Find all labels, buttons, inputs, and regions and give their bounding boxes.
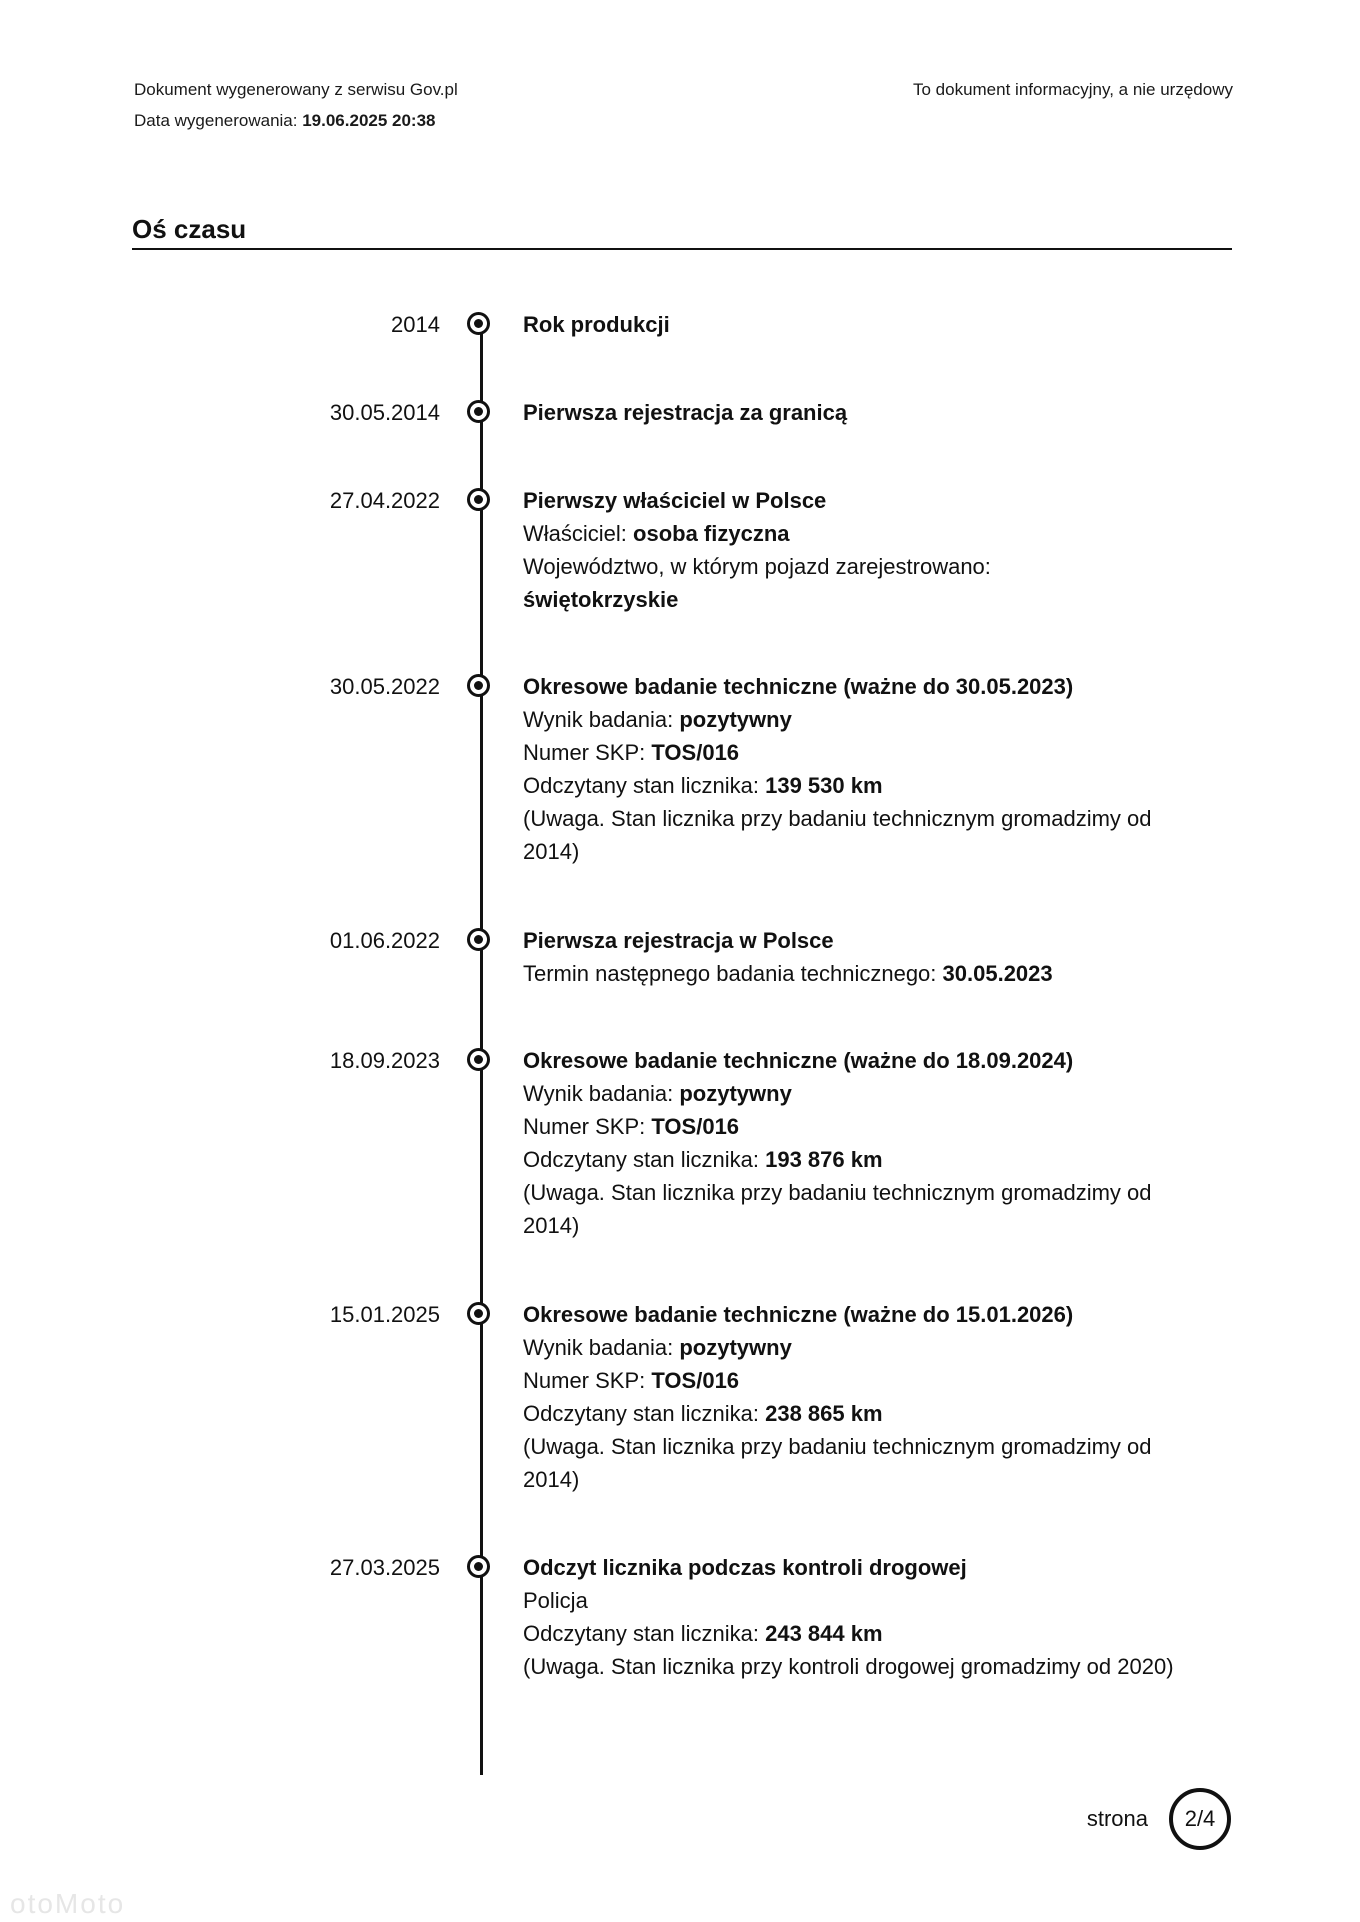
event-date: 30.05.2022 [329,674,440,699]
event-title: Rok produkcji [523,312,670,337]
timeline-dot-icon [467,928,490,951]
event-date: 18.09.2023 [329,1048,440,1073]
timeline-dot-icon [467,1302,490,1325]
timeline-dot-icon [467,400,490,423]
event-title: Okresowe badanie techniczne (ważne do 18.09.2024) [523,1048,1074,1073]
result-line: Wynik badania: pozytywny [523,1335,792,1360]
event-date: 27.04.2022 [329,488,440,513]
page-label: strona [1086,1806,1148,1831]
odometer-line: Odczytany stan licznika: 238 865 km [523,1401,883,1426]
event-title: Pierwszy właściciel w Polsce [523,488,827,513]
timeline-dot-icon [467,1555,490,1578]
owner-line: Właściciel: osoba fizyczna [523,521,790,546]
event-date: 01.06.2022 [329,928,440,953]
skp-line: Numer SKP: TOS/016 [523,1368,740,1393]
skp-line: Numer SKP: TOS/016 [523,740,740,765]
generated-value: 19.06.2025 20:38 [302,111,436,130]
watermark-logo: otoMoto [10,1888,126,1919]
odometer-line: Odczytany stan licznika: 193 876 km [523,1147,883,1172]
region-label: Województwo, w którym pojazd zarejestrowano: [523,554,991,579]
page-number: 2/4 [1169,1788,1231,1850]
event-title: Odczyt licznika podczas kontroli drogowej [523,1555,967,1580]
timeline-dot-icon [467,674,490,697]
timeline-dot-icon [467,1048,490,1071]
event-note: (Uwaga. Stan licznika przy kontroli drogowej gromadzimy od 2020) [523,1654,1174,1679]
region-value: świętokrzyskie [523,587,679,612]
timeline-dot-icon [467,488,490,511]
timeline-dot-icon [467,312,490,335]
event-date: 30.05.2014 [329,400,440,425]
event-title: Pierwsza rejestracja w Polsce [523,928,834,953]
event-title: Pierwsza rejestracja za granicą [523,400,848,425]
event-title: Okresowe badanie techniczne (ważne do 30.05.2023) [523,674,1074,699]
next-inspection-line: Termin następnego badania technicznego: 30.05.2023 [523,961,1053,986]
event-note: (Uwaga. Stan licznika przy badaniu technicznym gromadzimy od 2014) [523,806,1152,864]
event-date: 27.03.2025 [329,1555,440,1580]
result-line: Wynik badania: pozytywny [523,707,792,732]
event-note: (Uwaga. Stan licznika przy badaniu technicznym gromadzimy od 2014) [523,1434,1152,1492]
result-line: Wynik badania: pozytywny [523,1081,792,1106]
section-title: Oś czasu [132,214,247,244]
source-note: Dokument wygenerowany z serwisu Gov.pl [134,80,458,99]
generated-date [134,111,436,131]
event-date: 2014 [391,312,440,337]
generated-label: Data wygenerowania: [134,111,298,130]
informational-notice: To dokument informacyjny, a nie urzędowy [912,80,1233,99]
event-note: (Uwaga. Stan licznika przy badaniu technicznym gromadzimy od 2014) [523,1180,1152,1238]
section-divider [132,248,1232,250]
odometer-line: Odczytany stan licznika: 139 530 km [523,773,883,798]
skp-line: Numer SKP: TOS/016 [523,1114,740,1139]
event-date: 15.01.2025 [329,1302,440,1327]
event-source: Policja [523,1588,588,1613]
odometer-line: Odczytany stan licznika: 243 844 km [523,1621,883,1646]
event-title: Okresowe badanie techniczne (ważne do 15.01.2026) [523,1302,1074,1327]
